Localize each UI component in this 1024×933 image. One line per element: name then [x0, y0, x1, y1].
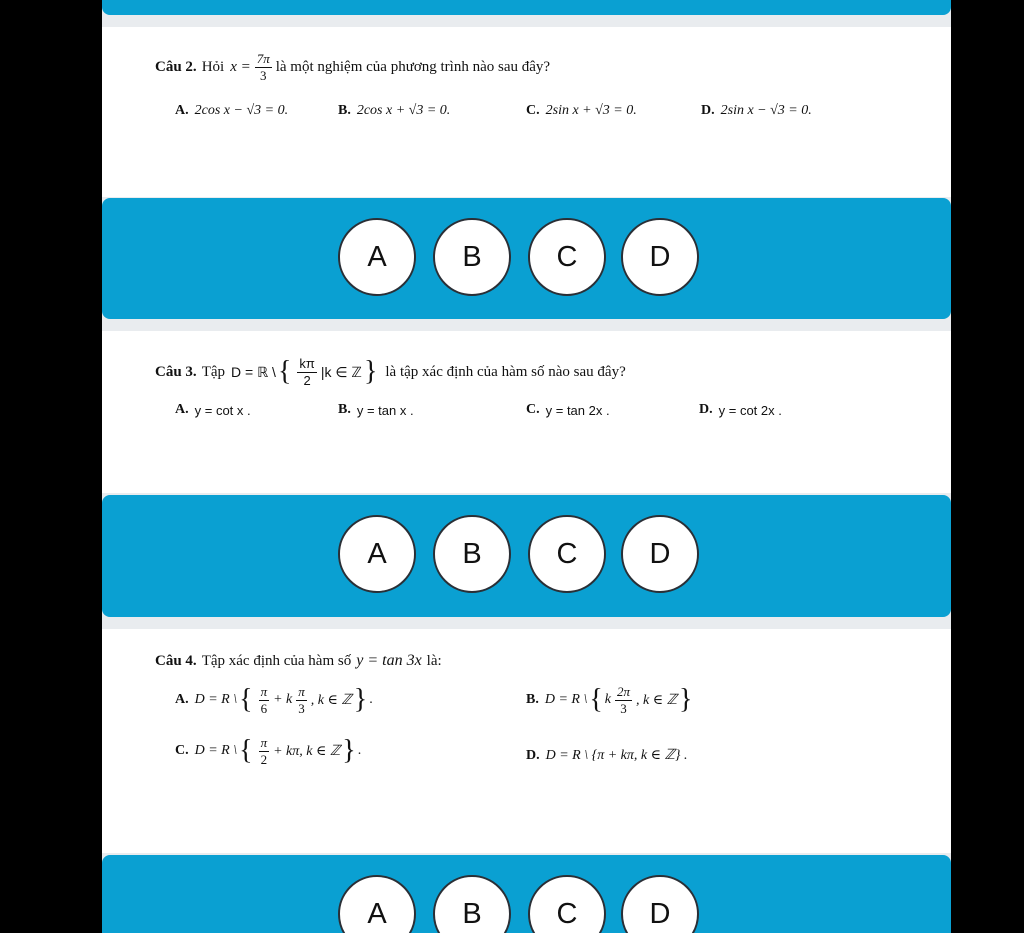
answer-button-b[interactable]: B [433, 875, 511, 933]
question-card-2 [102, 27, 951, 197]
question-2-option-d: D. 2sin x − √3 = 0. [701, 103, 812, 118]
question-4-prompt: Câu 4. Tập xác định của hàm số y = tan 3x là: [155, 652, 442, 669]
answer-button-a[interactable]: A [338, 515, 416, 593]
answer-band-4 [102, 855, 951, 933]
question-2-option-b: B. 2cos x + √3 = 0. [338, 103, 451, 118]
question-3-set-expression: D = ℝ \ [231, 363, 276, 380]
answer-button-c[interactable]: C [528, 875, 606, 933]
question-2-fraction: $\frac{7\pi}{3}$ [256, 51, 270, 83]
answer-button-c[interactable]: C [528, 218, 606, 296]
answer-button-a[interactable]: A [338, 875, 416, 933]
question-3-fraction: $\frac{k\pi}{2}$ [299, 356, 315, 388]
question-2-text-after: là một nghiệm của phương trình nào sau đây? [275, 58, 551, 75]
question-3-text-after: là tập xác định của hàm số nào sau đây? [385, 363, 626, 380]
question-2-label: Câu 2. [155, 58, 197, 75]
answer-button-b[interactable]: B [433, 515, 511, 593]
answer-button-c[interactable]: C [528, 515, 606, 593]
question-3-prompt: Câu 3. Tập D = ℝ \ { $\frac{k\pi}{2}$ |k ∈ ℤ } là tập xác định của hàm số nào sau đây? [155, 356, 626, 388]
question-4-function: y = tan 3x [356, 652, 422, 669]
question-card-4 [102, 629, 951, 853]
answer-button-d[interactable]: D [621, 515, 699, 593]
question-2-text-before: Hỏi [201, 58, 225, 75]
top-answer-band [102, 0, 951, 15]
answer-band-3 [102, 495, 951, 617]
answer-band-2 [102, 198, 951, 319]
question-4-option-c: C. D = R \ { $\frac{\pi}{2}$ + kπ, k ∈ ℤ } . [175, 735, 362, 767]
question-3-option-b: B. y = tan x . [338, 402, 414, 418]
question-4-label: Câu 4. [155, 652, 197, 669]
question-4-option-d: D. D = R \ {π + kπ, k ∈ ℤ} . [526, 747, 688, 763]
answer-button-b[interactable]: B [433, 218, 511, 296]
question-2-option-a: A. 2cos x − √3 = 0. [175, 103, 289, 118]
question-2-option-c: C. 2sin x + √3 = 0. [526, 103, 637, 118]
question-3-option-a: A. y = cot x . [175, 402, 251, 418]
question-2-variable: x = [230, 58, 251, 75]
question-2-prompt [155, 52, 550, 82]
question-card-3 [102, 331, 951, 493]
answer-button-d[interactable]: D [621, 218, 699, 296]
quiz-page [102, 0, 951, 933]
question-3-option-c: C. y = tan 2x . [526, 402, 610, 418]
answer-button-d[interactable]: D [621, 875, 699, 933]
answer-button-a[interactable]: A [338, 218, 416, 296]
question-4-option-b: B. D = R \ { k $\frac{2\pi}{3}$ , k ∈ ℤ } [526, 684, 693, 716]
question-4-option-a: A. D = R \ { $\frac{\pi}{6}$ + k $\frac{\pi}{3}$ , k ∈ ℤ } . [175, 684, 373, 716]
question-3-option-d: D. y = cot 2x . [699, 402, 782, 418]
question-3-label: Câu 3. [155, 363, 197, 380]
